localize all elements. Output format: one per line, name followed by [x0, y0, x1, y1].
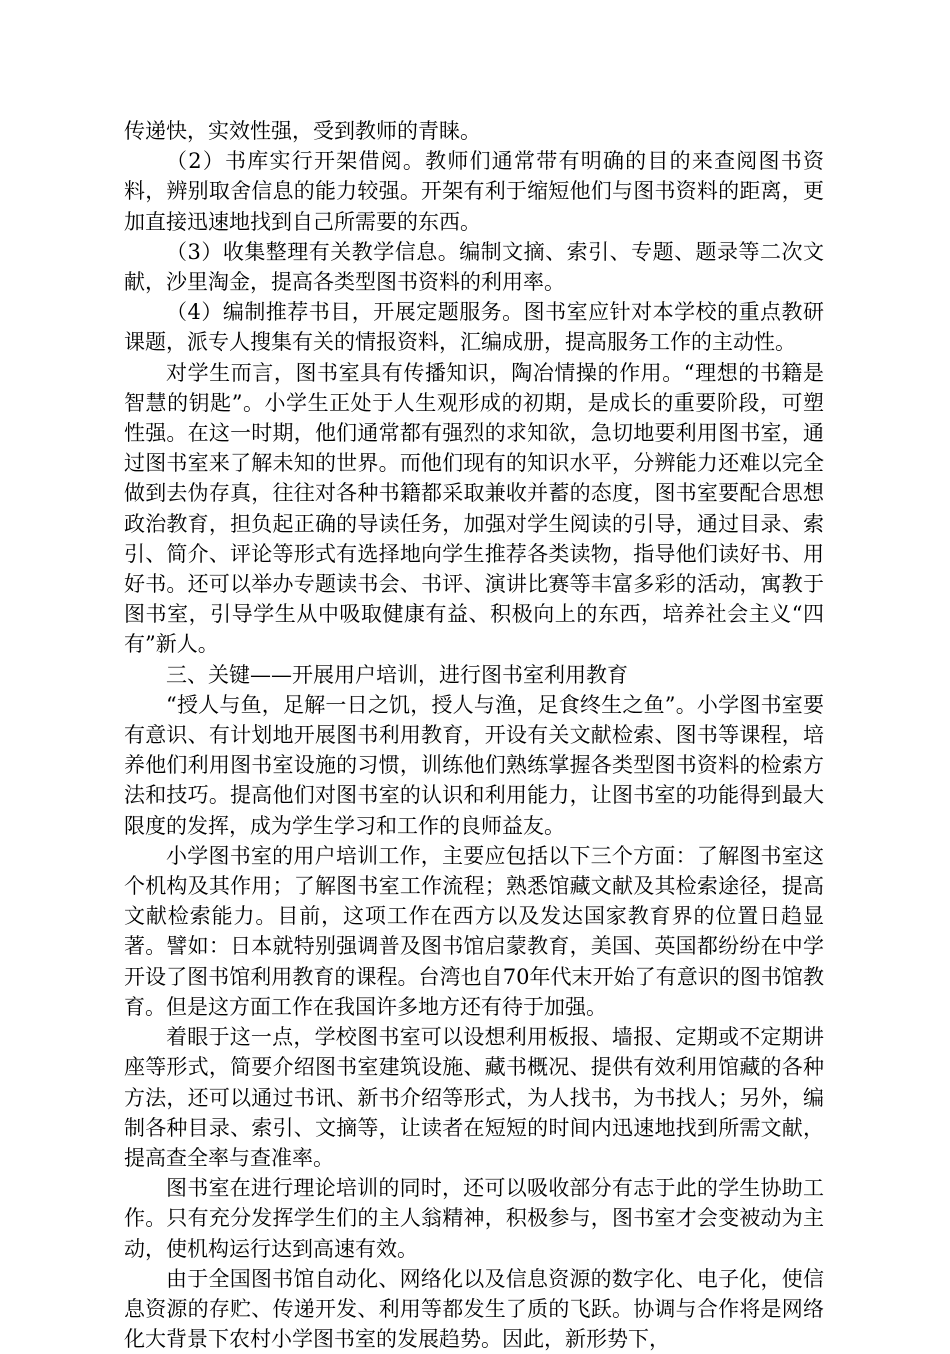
paragraph: “授人与鱼，足解一日之饥，授人与渔，足食终生之鱼”。小学图书室要有意识、有计划地开展图书利用教育，开设有关文献检索、图书等课程，培养他们利用图书室设施的习惯，训练他们熟练掌握各类型图书资料的检索方法和技巧。提高他们对图书室的认识和利用能力，让图书室的功能得到最大限度的发挥，成为学生学习和工作的良师益友。: [124, 692, 824, 838]
document-page: [124, 116, 824, 1354]
paragraph: （4）编制推荐书目，开展定题服务。图书室应针对本学校的重点教研课题，派专人搜集有关的情报资料，汇编成册，提高服务工作的主动性。: [124, 300, 824, 355]
paragraph: 着眼于这一点，学校图书室可以设想利用板报、墙报、定期或不定期讲座等形式，简要介绍图书室建筑设施、藏书概况、提供有效利用馆藏的各种方法，还可以通过书讯、新书介绍等形式，为人找书，为书找人；另外，编制各种目录、索引、文摘等，让读者在短短的时间内迅速地找到所需文献，提高查全率与查准率。: [124, 1025, 824, 1170]
section-heading: 三、关键——开展用户培训，进行图书室利用教育: [166, 662, 628, 687]
paragraph: 对学生而言，图书室具有传播知识，陶冶情操的作用。“理想的书籍是智慧的钥匙”。小学生正处于人生观形成的初期，是成长的重要阶段，可塑性强。在这一时期，他们通常都有强烈的求知欲，急切地要利用图书室，通过图书室来了解未知的世界。而他们现有的知识水平，分辨能力还难以完全做到去伪存真，往往对各种书籍都采取兼收并蓄的态度，图书室要配合思想政治教育，担负起正确的导读任务，加强对学生阅读的引导，通过目录、索引、简介、评论等形式有选择地向学生推荐各类读物，指导他们读好书、用好书。还可以举办专题读书会、书评、演讲比赛等丰富多彩的活动，寓教于图书室，引导学生从中吸取健康有益、积极向上的东西，培养社会主义“四有”新人。: [124, 360, 824, 657]
paragraph: 小学图书室的用户培训工作，主要应包括以下三个方面：了解图书室这个机构及其作用；了解图书室工作流程；熟悉馆藏文献及其检索途径，提高文献检索能力。目前，这项工作在西方以及发达国家教育界的位置日趋显著。譬如：日本就特别强调普及图书馆启蒙教育，美国、英国都纷纷在中学开设了图书馆利用教育的课程。台湾也自70年代末开始了有意识的图书馆教育。但是这方面工作在我国许多地方还有待于加强。: [124, 843, 824, 1019]
paragraph: （3）收集整理有关教学信息。编制文摘、索引、专题、题录等二次文献，沙里淘金，提高各类型图书资料的利用率。: [124, 239, 824, 295]
paragraph: （2）书库实行开架借阅。教师们通常带有明确的目的来查阅图书资料，辨别取舍信息的能力较强。开架有利于缩短他们与图书资料的距离，更加直接迅速地找到自己所需要的东西。: [124, 149, 824, 234]
paragraph: 由于全国图书馆自动化、网络化以及信息资源的数字化、电子化，使信息资源的存贮、传递开发、利用等都发生了质的飞跃。协调与合作将是网络化大背景下农村小学图书室的发展趋势。因此，新形势下，: [124, 1266, 824, 1352]
paragraph: 传递快，实效性强，受到教师的青睐。: [124, 119, 481, 143]
paragraph: 图书室在进行理论培训的同时，还可以吸收部分有志于此的学生协助工作。只有充分发挥学生们的主人翁精神，积极参与，图书室才会变被动为主动，使机构运行达到高速有效。: [124, 1176, 824, 1261]
